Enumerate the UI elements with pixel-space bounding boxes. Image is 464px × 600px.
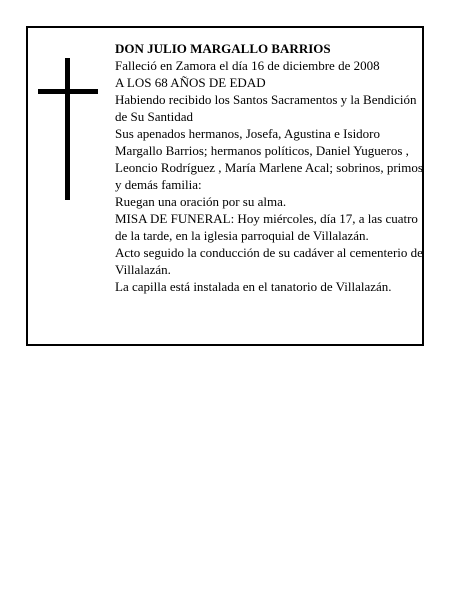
obituary-notice: [26, 26, 424, 346]
family-line: Sus apenados hermanos, Josefa, Agustina e Isidoro Margallo Barrios; hermanos políticos, Daniel Yugueros , Leoncio Rodríguez , María Marlene Acal; sobrinos, primos y demás familia:: [115, 126, 423, 192]
notice-text: [115, 40, 423, 295]
cross-icon: [38, 58, 98, 200]
chapel-line: La capilla está instalada en el tanatorio de Villalazán.: [115, 279, 392, 294]
funeral-mass-line: MISA DE FUNERAL: Hoy miércoles, día 17, a las cuatro de la tarde, en la iglesia parroquial de Villalazán.: [115, 211, 418, 243]
death-date-line: Falleció en Zamora el día 16 de diciembre de 2008: [115, 58, 380, 73]
sacraments-line: Habiendo recibido los Santos Sacramentos y la Bendición de Su Santidad: [115, 92, 417, 124]
deceased-name: DON JULIO MARGALLO BARRIOS: [115, 41, 331, 56]
cross-horizontal-bar: [38, 89, 98, 94]
age-line: A LOS 68 AÑOS DE EDAD: [115, 75, 266, 90]
burial-line: Acto seguido la conducción de su cadáver al cementerio de Villalazán.: [115, 245, 423, 277]
prayer-line: Ruegan una oración por su alma.: [115, 194, 287, 209]
cross-vertical-bar: [65, 58, 70, 200]
